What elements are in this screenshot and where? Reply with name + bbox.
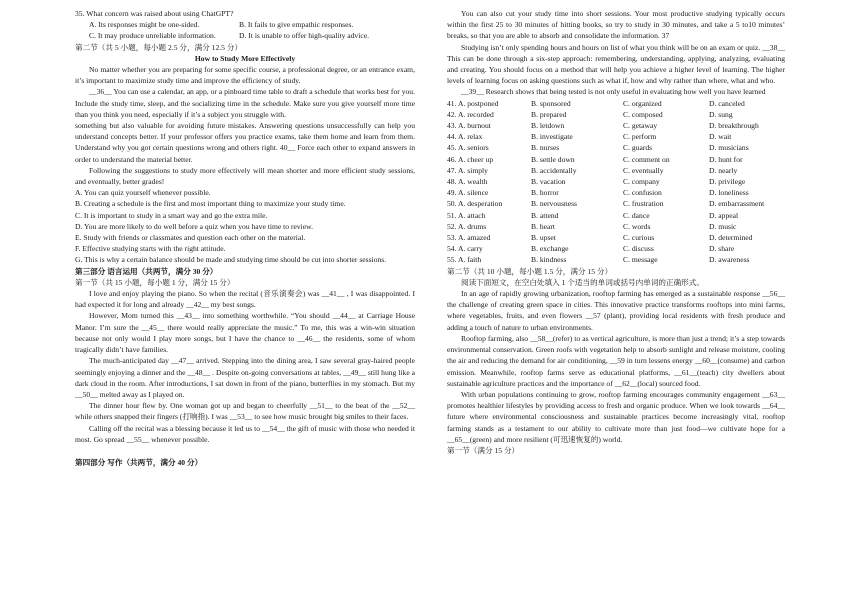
choice-cell: C. guards [623, 143, 653, 153]
choice-cell: B. upset [531, 233, 556, 243]
choice-cell: 43. A. burnout [447, 121, 491, 131]
section2-fill-heading: 第二节（共 10 小题，每小题 1.5 分，满分 15 分） [447, 266, 613, 276]
fill-para-2: Rooftop farming, also __58__(refer) to as vertical agriculture, is more than just a trend; it’s a step towards environmental conservation. Green roofs with vegetation help to absorb sunlight and release moisture, cooling the air and reducing the demand for air conditioning, __59 in turn lessens energy __60__(consume) and carbon emission. Meanwhile, rooftop farms serve as educational platforms, __61__(teach) city dwellers about sustainable agriculture practices and the importance of __62__(local) sourced food. [447, 333, 785, 388]
choice-cell: C. words [623, 221, 651, 231]
fill-instruction: 阅读下面短文，在空白处填入 1 个适当的单词或括号内单词的正确形式。 [461, 277, 704, 287]
choice-cell: D. embarrassment [709, 199, 765, 209]
choice-row [447, 198, 785, 209]
part4-heading: 第四部分 写作（共两节，满分 40 分） [75, 457, 203, 467]
choice-cell: D. hunt for [709, 154, 743, 164]
cloze-para-4: The dinner hour flew by. One woman got up and began to cheerfully __51__ to the beat of the __52__ while others snapped their fingers (打响指). I was __53__ to see how music brought big smiles to their faces. [75, 401, 415, 422]
choice-cell: 47. A. simply [447, 165, 488, 175]
choice-cell: 45. A. seniors [447, 143, 489, 153]
choice-cell: 41. A. postponed [447, 98, 499, 108]
choice-cell: C. message [623, 255, 658, 265]
choice-cell: D. nearly [709, 165, 738, 175]
choice-cell: B. settle down [531, 154, 575, 164]
choice-cell: C. organized [623, 98, 662, 108]
passage-para-7: __39__ Research shows that being tested is not only useful in evaluating how well you have learned [461, 87, 766, 97]
cloze-para-1: I love and enjoy playing the piano. So when the recital (音乐演奏会) was __41__ , I was disappointed. I had expected it for long and already __42__ my best songs. [75, 289, 415, 310]
choice-cell: D. music [709, 221, 737, 231]
choice-cell: D. canceled [709, 98, 745, 108]
choice-cell: C. perform [623, 132, 657, 142]
left-column [75, 8, 415, 468]
choice-cell: C. comment on [623, 154, 670, 164]
choice-cell: 50. A. desperation [447, 199, 503, 209]
choice-cell: D. privilege [709, 177, 746, 187]
section1-footer: 第一节（满分 15 分） [447, 445, 520, 455]
choice-cell: B. vacation [531, 177, 566, 187]
choice-cell: B. prepared [531, 109, 567, 119]
passage-title: How to Study More Effectively [194, 53, 296, 63]
option-c: C. It is important to study in a smart way and go the extra mile. [75, 210, 268, 220]
choice-row [447, 109, 785, 120]
fill-para-1: In an age of rapidly growing urbanization, rooftop farming has emerged as a sustainable response __56__ the challenge of creating green space in cities. This innovative practice transforms rooftops into mini farms, where vegetables, fruits, and even flowers __57 (plant), providing local residents with fresh produce and adding a touch of nature to urban environments. [447, 289, 785, 332]
option-d: D. You are more likely to do well before a quiz when you have time to review. [75, 221, 314, 231]
choice-row [447, 243, 785, 254]
section2-heading: 第二节（共 5 小题，每小题 2.5 分，满分 12.5 分） [75, 42, 243, 52]
choice-row [447, 131, 785, 142]
q35-option-a: A. Its responses might be one-sided. [89, 20, 200, 30]
option-g: G. This is why a certain balance should be made and studying time should be cut into shorter sessions. [75, 255, 387, 265]
choice-cell: C. getaway [623, 121, 658, 131]
option-e: E. Study with friends or classmates and question each other on the material. [75, 233, 306, 243]
passage-para-6: Studying isn’t only spending hours and hours on list of what you think will be on an exam or quiz. __38__ This can be done through a six-step approach: remembering, understanding, applying, analyzing, evaluating and creating. You should focus on a method that will help you achieve a higher level of learning. The higher levels of learning focus on asking questions such as what if, how and why rather than where, what and who. [447, 42, 785, 86]
choice-cell: B. exchange [531, 244, 569, 254]
choice-cell: C. curious [623, 233, 655, 243]
part3-heading: 第三部分 语言运用（共两节，满分 30 分） [75, 266, 218, 276]
choice-cell: C. eventually [623, 165, 664, 175]
choice-cell: 53. A. amazed [447, 233, 491, 243]
option-a: A. You can quiz yourself whenever possible. [75, 188, 211, 198]
choice-cell: 49. A. silence [447, 188, 489, 198]
choice-cell: D. awareness [709, 255, 750, 265]
choice-row [447, 176, 785, 187]
choice-cell: 44. A. relax [447, 132, 483, 142]
choice-row [447, 165, 785, 176]
choice-cell: 54. A. carry [447, 244, 483, 254]
choice-row [447, 221, 785, 232]
choice-cell: D. share [709, 244, 735, 254]
choice-cell: C. company [623, 177, 660, 187]
q35-option-c: C. It may produce unreliable information. [89, 31, 216, 41]
choice-cell: B. heart [531, 221, 556, 231]
q35-options-row2 [75, 30, 415, 41]
passage-para-5: You can also cut your study time into short sessions. Your most productive studying typically occurs within the first 25 to 30 minutes of hitting books, so try to study in 30 minutes, and take a 5 to10 minutes’ breaks, so that you are able to absorb and consolidate the information. 37 [447, 9, 785, 41]
choice-row [447, 232, 785, 243]
choice-cell: 48. A. wealth [447, 177, 488, 187]
choice-cell: B. attend [531, 210, 559, 220]
choice-row [447, 254, 785, 265]
fill-para-3: With urban populations continuing to grow, rooftop farming encourages community engagement __63__ promotes healthier lifestyles by providing access to fresh and organic produce. When we look towards __64__ future where environmental consciousness and sustainable practices become increasingly vital, rooftop farming stands as a testament to our ability to cultivate more than just food—we cultivate hope for a __65__(green) and more resilient (可迅速恢复的) world. [447, 389, 785, 444]
question-35: 35. What concern was raised about using ChatGPT? [75, 9, 234, 18]
q35-options-row1 [75, 19, 415, 30]
passage-para-4: Following the suggestions to study more effectively will mean shorter and more efficient study sessions, and eventually, better grades! [75, 165, 415, 187]
choice-cell: B. horror [531, 188, 559, 198]
choice-cell: B. accidentally [531, 165, 577, 175]
part3-section1-heading: 第一节（共 15 小题，每小题 1 分，满分 15 分） [75, 277, 235, 287]
choice-row [447, 154, 785, 165]
choice-cell: D. determined [709, 233, 753, 243]
choice-cell: C. frustration [623, 199, 664, 209]
choice-cell: 55. A. faith [447, 255, 482, 265]
choice-row [447, 210, 785, 221]
choice-cell: 51. A. attach [447, 210, 486, 220]
choice-cell: B. kindness [531, 255, 567, 265]
choice-cell: D. wait [709, 132, 732, 142]
choice-cell: B. letdown [531, 121, 565, 131]
cloze-para-5: Calling off the recital was a blessing because it led us to __54__ the gift of music with those who needed it most. Go spread __55__ whenever possible. [75, 423, 415, 444]
choice-cell: D. sung [709, 109, 733, 119]
choice-cell: C. dance [623, 210, 650, 220]
option-b: B. Creating a schedule is the first and most important thing to maximize your study time. [75, 199, 346, 209]
choice-cell: D. breakthrough [709, 121, 759, 131]
option-f: F. Effective studying starts with the right attitude. [75, 244, 226, 254]
choice-cell: C. composed [623, 109, 663, 119]
right-column [447, 8, 785, 456]
choice-cell: D. loneliness [709, 188, 749, 198]
choice-cell: D. appeal [709, 210, 739, 220]
cloze-choices-table [447, 98, 785, 266]
cloze-para-2: However, Mom turned this __43__ into something worthwhile. “You should __44__ at Carriage House Manor. I’m sure the __45__ there would really appreciate the music.” To me, this was a win-win situation because not only would I play more songs, but I have the chance to __46__ the residents, some of whom tragically didn’t have families. [75, 311, 415, 355]
q35-option-d: D. It is unable to offer high-quality advice. [239, 31, 369, 41]
choice-cell: C. discuss [623, 244, 654, 254]
choice-cell: D. musicians [709, 143, 749, 153]
choice-row [447, 187, 785, 198]
choice-cell: B. sponsored [531, 98, 571, 108]
choice-cell: 52. A. drums [447, 221, 487, 231]
choice-cell: B. nervousness [531, 199, 577, 209]
choice-cell: C. confusion [623, 188, 662, 198]
cloze-para-3: The much-anticipated day __47__ arrived. Stepping into the dining area, I saw several gray-haired people seemingly enjoying a dinner and the __48__ . Despite on-going conversations at tables, __49__ still hung like a dark cloud in the room. After introductions, I sat down in front of the piano, butterflies in my stomach. But my __50__ melted away as I played on. [75, 356, 415, 399]
choice-row [447, 120, 785, 131]
choice-cell: 42. A. recorded [447, 109, 494, 119]
passage-para-1: No matter whether you are preparing for some specific course, a professional degree, or an entrance exam, it’s important to maximize study time and improve the efficiency of study. [75, 65, 415, 86]
choice-cell: B. investigate [531, 132, 573, 142]
q35-option-b: B. It fails to give empathic responses. [239, 20, 354, 30]
choice-row [447, 98, 785, 109]
choice-cell: B. nurses [531, 143, 560, 153]
passage-para-3: something but also valuable for avoiding future mistakes. Answering questions unsuccessfully can help you understand concepts better. If your professor offers you practice exams, take them home and learn from them. Understand why you got certain questions wrong and others right. 40__ Force each other to expand answers in order to understand the material better. [75, 121, 415, 164]
choice-cell: 46. A. cheer up [447, 154, 494, 164]
choice-row [447, 142, 785, 153]
passage-para-2: __36__ You can use a calendar, an app, or a pinboard time table to draft a schedule that works best for you. Include the study time, sleep, and the socializing time in the schedule. Make sure you give yourself more time than you think you need, especially if it’s a subject you struggle with. [75, 87, 415, 119]
